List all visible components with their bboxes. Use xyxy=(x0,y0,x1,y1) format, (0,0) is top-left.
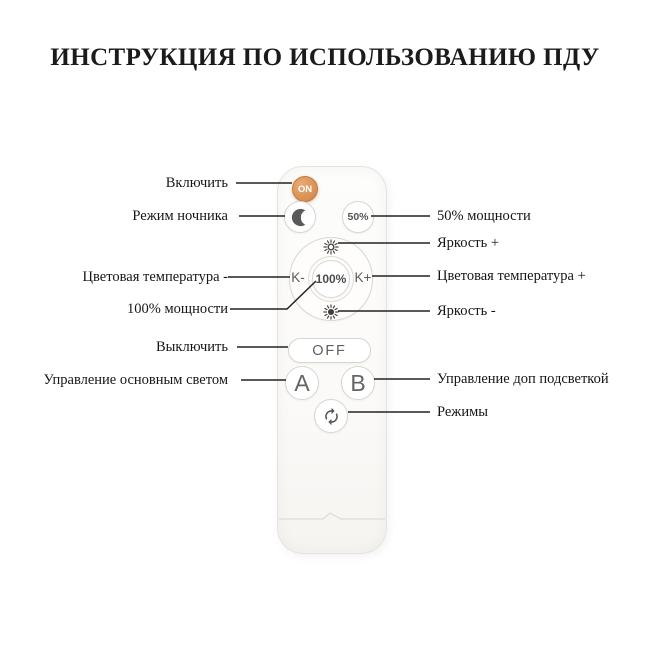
off-button-label: OFF xyxy=(312,342,347,359)
modes-button xyxy=(314,399,348,433)
sun-filled-icon xyxy=(322,303,340,321)
temp-minus-button xyxy=(286,270,310,286)
callout-label-temp-plus: Цветовая температура + xyxy=(437,268,586,284)
night-mode-button xyxy=(284,201,316,233)
power-100-button xyxy=(312,260,350,298)
power-50-label: 50% xyxy=(347,211,369,223)
callout-label-night-mode: Режим ночника xyxy=(132,208,228,224)
off-button xyxy=(288,338,371,363)
moon-icon xyxy=(289,206,312,229)
callout-label-power-50: 50% мощности xyxy=(437,208,531,224)
callout-label-power-on: Включить xyxy=(165,175,228,191)
power-100-label: 100% xyxy=(315,272,347,286)
power-50-button xyxy=(342,201,374,233)
temp-plus-label: K+ xyxy=(354,270,372,285)
on-button xyxy=(292,176,318,202)
on-button-label: ON xyxy=(297,183,313,195)
callout-label-temp-minus: Цветовая температура - xyxy=(82,269,228,285)
battery-cover-seam xyxy=(278,511,386,523)
remote-body xyxy=(277,166,387,554)
sun-outline-icon xyxy=(322,238,340,256)
brightness-down-button xyxy=(322,303,340,321)
callout-label-brightness-up: Яркость + xyxy=(437,235,500,251)
callout-label-aux-light: Управление доп подсветкой xyxy=(437,371,609,387)
cycle-arrows-icon xyxy=(322,407,341,426)
button-a-label: A xyxy=(294,369,310,396)
button-b xyxy=(341,366,375,400)
temp-minus-label: K- xyxy=(291,270,305,285)
callout-label-modes: Режимы xyxy=(437,404,489,420)
button-a xyxy=(285,366,319,400)
callout-label-brightness-down: Яркость - xyxy=(437,303,496,319)
button-b-label: B xyxy=(350,369,366,396)
page-title: ИНСТРУКЦИЯ ПО ИСПОЛЬЗОВАНИЮ ПДУ xyxy=(50,44,600,71)
callout-label-power-off: Выключить xyxy=(156,339,228,355)
callout-label-main-light: Управление основным светом xyxy=(43,372,228,388)
callout-label-power-100: 100% мощности xyxy=(127,301,228,317)
brightness-up-button xyxy=(322,238,340,256)
temp-plus-button xyxy=(351,270,375,286)
